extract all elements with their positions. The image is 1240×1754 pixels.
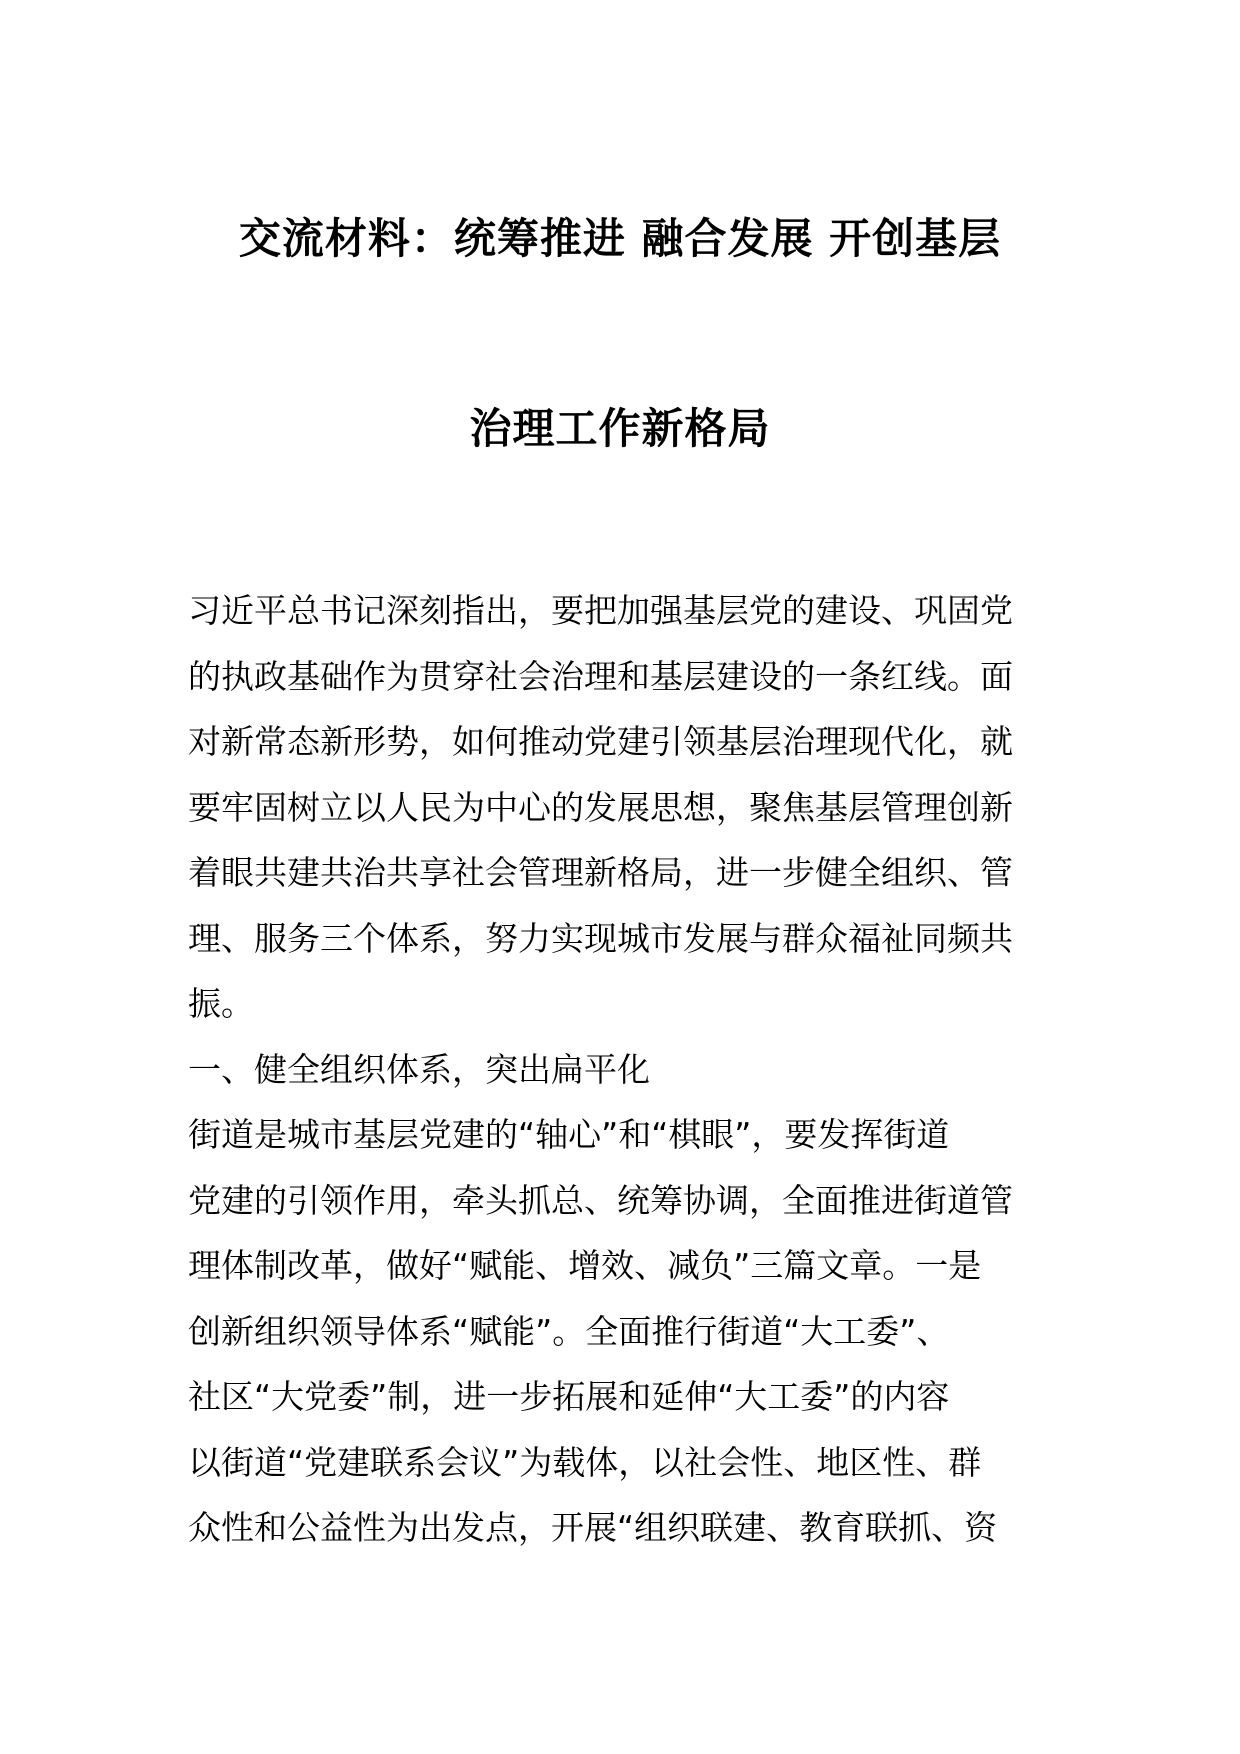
body-line: 以街道“党建联系会议”为载体，以社会性、地区性、群 (188, 1442, 982, 1482)
body-line: 对新常态新形势，如何推动党建引领基层治理现代化，就 (188, 722, 1013, 761)
body-line: 理体制改革，做好“赋能、增效、减负”三篇文章。一是 (188, 1246, 982, 1285)
body-line: 社区“大党委”制，进一步拓展和延伸“大工委”的内容 (188, 1377, 950, 1416)
section-heading: 一、健全组织体系，突出扁平化 (188, 1049, 650, 1089)
body-line: 创新组织领导体系“赋能”。全面推行街道“大工委”、 (188, 1311, 950, 1351)
document-title-line-1: 交流材料：统筹推进 融合发展 开创基层 (238, 214, 1002, 263)
body-line: 要牢固树立以人民为中心的发展思想，聚焦基层管理创新 (188, 787, 1013, 827)
document-body (188, 578, 1060, 1561)
body-line: 街道是城市基层党建的“轴心”和“棋眼”，要发挥街道 (188, 1115, 950, 1154)
body-line: 理、服务三个体系，努力实现城市发展与群众福祉同频共 (188, 918, 1013, 958)
body-line: 习近平总书记深刻指出，要把加强基层党的建设、巩固党 (188, 591, 1013, 630)
body-line: 着眼共建共治共享社会管理新格局，进一步健全组织、管 (188, 853, 1013, 892)
body-line: 党建的引领作用，牵头抓总、统筹协调，全面推进街道管 (188, 1180, 1013, 1220)
body-line: 振。 (188, 984, 254, 1023)
document-title-line-2: 治理工作新格局 (469, 404, 771, 453)
body-line: 众性和公益性为出发点，开展“组织联建、教育联抓、资 (188, 1508, 998, 1547)
body-line: 的执政基础作为贯穿社会治理和基层建设的一条红线。面 (188, 656, 1013, 696)
